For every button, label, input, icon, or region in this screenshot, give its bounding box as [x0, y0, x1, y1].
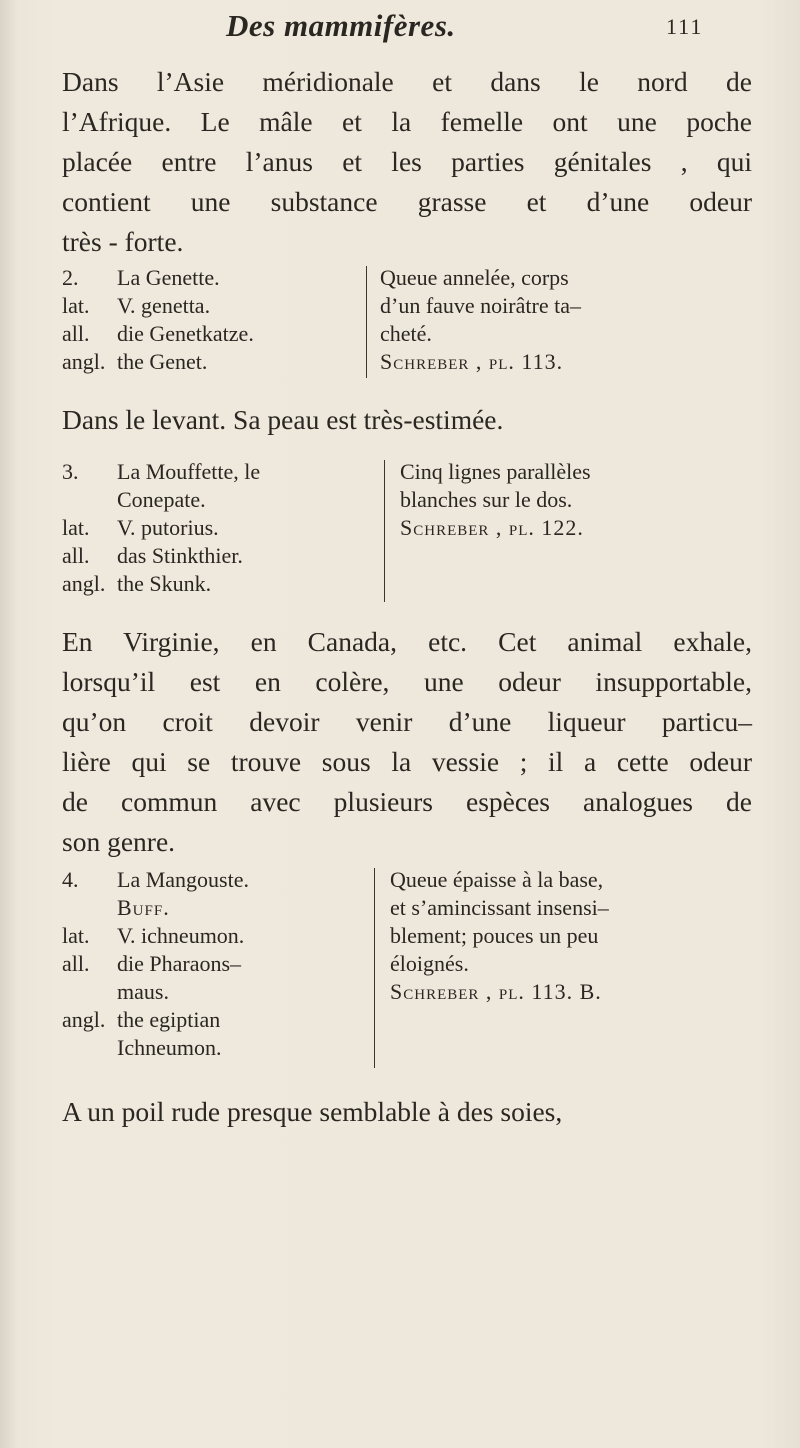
text-line: très - forte.: [62, 226, 184, 257]
angl-label: angl.: [62, 571, 106, 596]
species-entry-mouffette: [62, 458, 762, 608]
text-line: de commun avec plusieurs espèces analogues de: [62, 786, 752, 817]
species-description: [390, 866, 760, 1006]
column-divider: [374, 868, 375, 1068]
description-line: blement; pouces un peu: [390, 923, 599, 948]
description-line: cheté.: [380, 321, 432, 346]
paragraph-levant: [62, 400, 752, 440]
page-number: 111: [666, 14, 704, 39]
description-line: éloignés.: [390, 951, 469, 976]
french-name-continued: Conepate.: [117, 487, 206, 512]
plate-reference: Schreber , pl. 113.: [380, 349, 564, 374]
french-name: La Genette.: [117, 265, 220, 290]
latin-name: V. genetta.: [117, 293, 211, 318]
all-label: all.: [62, 321, 90, 346]
description-line: Cinq lignes parallèles: [400, 459, 591, 484]
page-header: [0, 2, 800, 46]
text-line: En Virginie, en Canada, etc. Cet animal exhale,: [62, 626, 752, 657]
angl-label: angl.: [62, 349, 106, 374]
description-line: Queue annelée, corps: [380, 265, 569, 290]
french-name: La Mouffette, le: [117, 459, 261, 484]
all-label: all.: [62, 543, 90, 568]
paragraph-asie: [62, 62, 752, 262]
lat-label: lat.: [62, 923, 90, 948]
angl-label: angl.: [62, 1007, 106, 1032]
species-entry-genette: [62, 264, 762, 384]
species-names: [62, 866, 372, 1062]
description-line: et s’amincissant insensi–: [390, 895, 609, 920]
species-description: [400, 458, 760, 542]
latin-name: V. ichneumon.: [117, 923, 245, 948]
description-line: blanches sur le dos.: [400, 487, 573, 512]
paragraph-poil: [62, 1092, 752, 1132]
german-name: die Pharaons–: [117, 951, 242, 976]
french-name: La Mangouste.: [117, 867, 249, 892]
english-name-continued: Ichneumon.: [117, 1035, 222, 1060]
text-line: lorsqu’il est en colère, une odeur insupportable,: [62, 666, 752, 697]
german-name: das Stinkthier.: [117, 543, 243, 568]
lat-label: lat.: [62, 515, 90, 540]
english-name: the Skunk.: [117, 571, 212, 596]
column-divider: [366, 266, 367, 378]
entry-number: 4.: [62, 867, 79, 892]
species-names: [62, 264, 372, 376]
english-name: the Genet.: [117, 349, 208, 374]
text-line: l’Afrique. Le mâle et la femelle ont une poche: [62, 106, 752, 137]
text-line: contient une substance grasse et d’une odeur: [62, 186, 752, 217]
all-label: all.: [62, 951, 90, 976]
column-divider: [384, 460, 385, 602]
description-line: d’un fauve noirâtre ta–: [380, 293, 581, 318]
text-line: lière qui se trouve sous la vessie ; il a cette odeur: [62, 746, 752, 777]
text-line: Dans le levant. Sa peau est très-estimée.: [62, 404, 504, 435]
latin-name: V. putorius.: [117, 515, 219, 540]
species-entry-mangouste: [62, 866, 762, 1076]
entry-number: 3.: [62, 459, 79, 484]
lat-label: lat.: [62, 293, 90, 318]
plate-reference: Schreber , pl. 113. B.: [390, 979, 602, 1004]
text-line: son genre.: [62, 826, 176, 857]
text-line: qu’on croit devoir venir d’une liqueur particu–: [62, 706, 752, 737]
authority-name: Buff.: [117, 895, 170, 920]
running-title: Des mammifères.: [226, 8, 456, 43]
paragraph-virginie: [62, 622, 752, 862]
text-line: A un poil rude presque semblable à des soies,: [62, 1096, 563, 1127]
description-line: Queue épaisse à la base,: [390, 867, 604, 892]
plate-reference: Schreber , pl. 122.: [400, 515, 584, 540]
species-description: [380, 264, 770, 376]
english-name: the egiptian: [117, 1007, 221, 1032]
entry-number: 2.: [62, 265, 79, 290]
german-name-continued: maus.: [117, 979, 169, 1004]
species-names: [62, 458, 372, 598]
german-name: die Genetkatze.: [117, 321, 254, 346]
text-line: placée entre l’anus et les parties génitales , qui: [62, 146, 752, 177]
text-line: Dans l’Asie méridionale et dans le nord de: [62, 66, 752, 97]
